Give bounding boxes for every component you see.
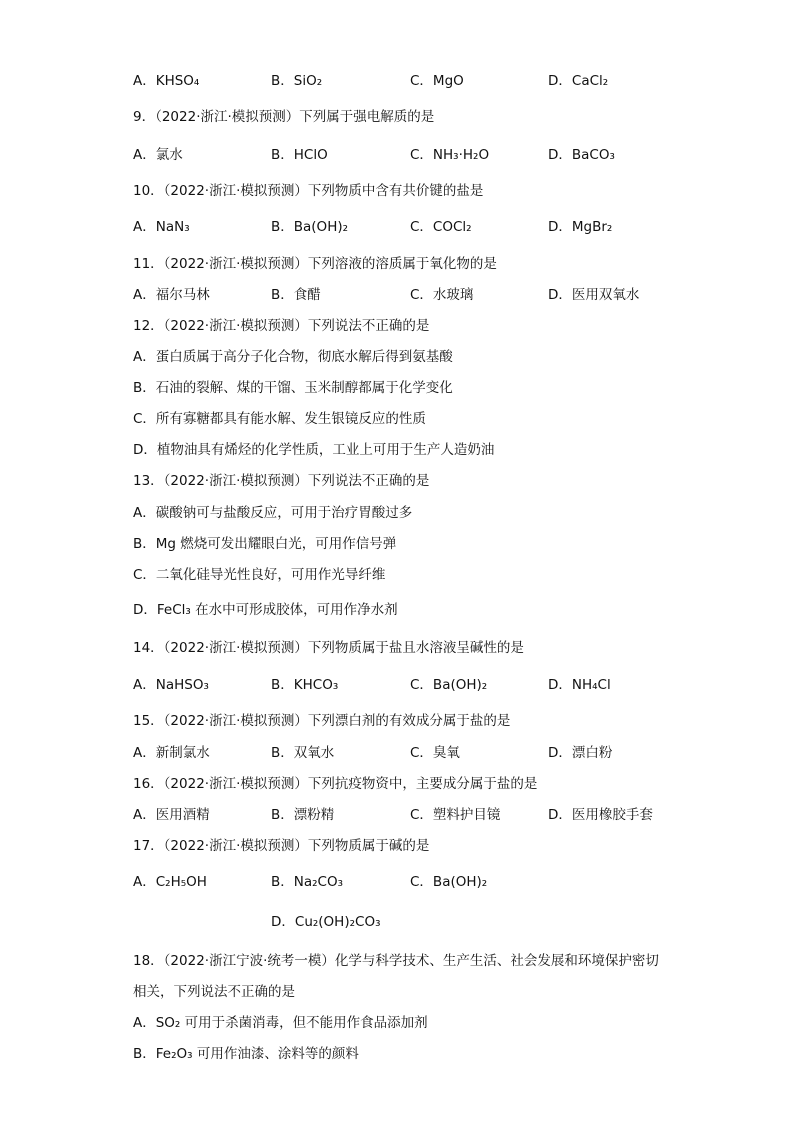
q14-option-d: D．NH₄Cl [548, 677, 611, 693]
q18-option-a: A．SO₂ 可用于杀菌消毒，但不能用作食品添加剂 [133, 1015, 428, 1031]
q15-option-d: D．漂白粉 [548, 745, 613, 761]
q13-option-d: D．FeCl₃ 在水中可形成胶体，可用作净水剂 [133, 602, 398, 618]
q12-stem: 12．（2022·浙江·模拟预测）下列说法不正确的是 [133, 318, 430, 334]
q8-option-d: D．CaCl₂ [548, 73, 609, 89]
q11-option-b: B．食醋 [271, 287, 321, 303]
q8-option-a: A．KHSO₄ [133, 73, 200, 89]
q15-stem: 15．（2022·浙江·模拟预测）下列漂白剂的有效成分属于盐的是 [133, 713, 511, 729]
q16-option-c: C．塑料护目镜 [410, 807, 501, 823]
q16-option-d: D．医用橡胶手套 [548, 807, 653, 823]
q18-stem-line2: 相关，下列说法不正确的是 [133, 984, 295, 1000]
q17-option-c: C．Ba(OH)₂ [410, 874, 488, 890]
q10-option-a: A．NaN₃ [133, 219, 190, 235]
q13-option-b: B．Mg 燃烧可发出耀眼白光，可用作信号弹 [133, 536, 397, 552]
q14-option-c: C．Ba(OH)₂ [410, 677, 488, 693]
q11-option-c: C．水玻璃 [410, 287, 474, 303]
q9-stem: 9．（2022·浙江·模拟预测）下列属于强电解质的是 [133, 109, 435, 125]
q13-stem: 13．（2022·浙江·模拟预测）下列说法不正确的是 [133, 473, 430, 489]
q9-option-a: A．氯水 [133, 147, 183, 163]
q17-option-b: B．Na₂CO₃ [271, 874, 344, 890]
q12-option-c: C．所有寡糖都具有能水解、发生银镜反应的性质 [133, 411, 426, 427]
q14-stem: 14．（2022·浙江·模拟预测）下列物质属于盐且水溶液呈碱性的是 [133, 640, 524, 656]
q9-option-b: B．HClO [271, 147, 328, 163]
q11-option-a: A．福尔马林 [133, 287, 210, 303]
q17-option-d: D．Cu₂(OH)₂CO₃ [271, 914, 381, 930]
q15-option-a: A．新制氯水 [133, 745, 210, 761]
q18-option-b: B．Fe₂O₃ 可用作油漆、涂料等的颜料 [133, 1046, 359, 1062]
q10-option-d: D．MgBr₂ [548, 219, 613, 235]
q13-option-c: C．二氧化硅导光性良好，可用作光导纤维 [133, 567, 386, 583]
q16-option-b: B．漂粉精 [271, 807, 335, 823]
q18-stem-line1: 18．（2022·浙江宁波·统考一模）化学与科学技术、生产生活、社会发展和环境保护密切 [133, 953, 659, 969]
q11-stem: 11．（2022·浙江·模拟预测）下列溶液的溶质属于氧化物的是 [133, 256, 497, 272]
q12-option-d: D．植物油具有烯烃的化学性质，工业上可用于生产人造奶油 [133, 442, 495, 458]
q17-stem: 17．（2022·浙江·模拟预测）下列物质属于碱的是 [133, 838, 430, 854]
q15-option-b: B．双氧水 [271, 745, 335, 761]
q8-option-b: B．SiO₂ [271, 73, 323, 89]
q10-stem: 10．（2022·浙江·模拟预测）下列物质中含有共价键的盐是 [133, 183, 484, 199]
q15-option-c: C．臭氧 [410, 745, 460, 761]
q14-option-b: B．KHCO₃ [271, 677, 339, 693]
q9-option-d: D．BaCO₃ [548, 147, 615, 163]
q12-option-a: A．蛋白质属于高分子化合物，彻底水解后得到氨基酸 [133, 349, 453, 365]
q14-option-a: A．NaHSO₃ [133, 677, 209, 693]
q16-stem: 16．（2022·浙江·模拟预测）下列抗疫物资中，主要成分属于盐的是 [133, 776, 538, 792]
q9-option-c: C．NH₃·H₂O [410, 147, 490, 163]
q11-option-d: D．医用双氧水 [548, 287, 640, 303]
q10-option-b: B．Ba(OH)₂ [271, 219, 349, 235]
q10-option-c: C．COCl₂ [410, 219, 472, 235]
q16-option-a: A．医用酒精 [133, 807, 210, 823]
q8-option-c: C．MgO [410, 73, 464, 89]
q17-option-a: A．C₂H₅OH [133, 874, 207, 890]
q12-option-b: B．石油的裂解、煤的干馏、玉米制醇都属于化学变化 [133, 380, 453, 396]
q13-option-a: A．碳酸钠可与盐酸反应，可用于治疗胃酸过多 [133, 505, 413, 521]
